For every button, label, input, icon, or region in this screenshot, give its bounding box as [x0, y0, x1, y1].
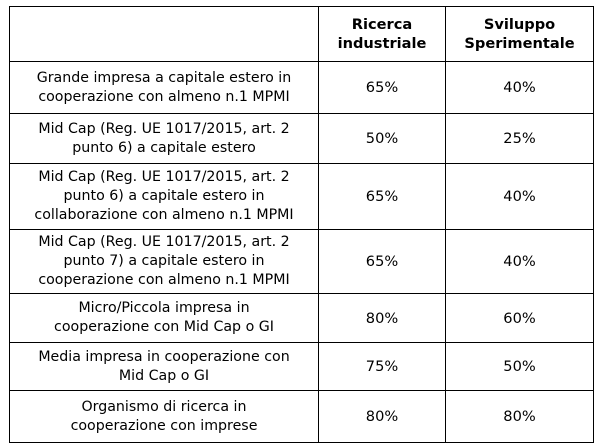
row-label-line: Organismo di ricerca in	[81, 398, 247, 415]
table-row	[10, 343, 594, 391]
row-label-cell	[10, 114, 319, 164]
sviluppo-value-cell: 60%	[446, 294, 594, 343]
row-label-cell	[10, 230, 319, 294]
row-label-line: Micro/Piccola impresa in	[78, 300, 250, 316]
row-label-line: punto 6) a capitale estero in	[63, 188, 265, 204]
row-label-line: punto 7) a capitale estero in	[63, 253, 265, 269]
sviluppo-value-cell: 40%	[446, 164, 594, 230]
sviluppo-value-cell: 25%	[446, 114, 594, 164]
header-ricerca-line-2: industriale	[337, 35, 427, 52]
row-label-line: Mid Cap (Reg. UE 1017/2015, art. 2	[38, 234, 290, 250]
aid-intensity-table-container	[9, 6, 594, 443]
ricerca-value-cell: 65%	[319, 62, 446, 114]
row-label-line: punto 6) a capitale estero	[72, 139, 256, 156]
table-row	[10, 114, 594, 164]
row-label-line: Grande impresa a capitale estero in	[36, 69, 292, 86]
ricerca-value-cell: 65%	[319, 164, 446, 230]
table-row	[10, 164, 594, 230]
row-label-cell	[10, 62, 319, 114]
aid-intensity-table	[9, 6, 594, 443]
header-empty-cell	[10, 7, 319, 62]
sviluppo-value-cell: 80%	[446, 391, 594, 443]
row-label-cell	[10, 294, 319, 343]
row-label-line: Mid Cap (Reg. UE 1017/2015, art. 2	[38, 120, 290, 137]
row-label-line: Media impresa in cooperazione con	[38, 348, 290, 365]
header-sviluppo-line-2: Sperimentale	[464, 35, 575, 52]
row-label-line: Mid Cap o GI	[118, 367, 210, 384]
ricerca-value-cell: 50%	[319, 114, 446, 164]
row-label-line: cooperazione con Mid Cap o GI	[54, 319, 274, 335]
row-label-line: cooperazione con almeno n.1 MPMI	[38, 272, 290, 288]
row-label-cell	[10, 391, 319, 443]
ricerca-value-cell: 80%	[319, 391, 446, 443]
ricerca-value-cell: 75%	[319, 343, 446, 391]
row-label-line: cooperazione con imprese	[70, 417, 258, 434]
table-row	[10, 62, 594, 114]
sviluppo-value-cell: 40%	[446, 230, 594, 294]
sviluppo-value-cell: 40%	[446, 62, 594, 114]
header-sviluppo-sperimentale	[446, 7, 594, 62]
row-label-line: Mid Cap (Reg. UE 1017/2015, art. 2	[38, 169, 290, 185]
table-header-row	[10, 7, 594, 62]
row-label-cell	[10, 164, 319, 230]
ricerca-value-cell: 80%	[319, 294, 446, 343]
table-row	[10, 230, 594, 294]
header-ricerca-line-1: Ricerca	[351, 16, 413, 33]
row-label-line: cooperazione con almeno n.1 MPMI	[38, 88, 290, 105]
header-sviluppo-line-1: Sviluppo	[483, 16, 556, 33]
sviluppo-value-cell: 50%	[446, 343, 594, 391]
row-label-line: collaborazione con almeno n.1 MPMI	[34, 207, 294, 223]
row-label-cell	[10, 343, 319, 391]
ricerca-value-cell: 65%	[319, 230, 446, 294]
table-row	[10, 294, 594, 343]
header-ricerca-industriale	[319, 7, 446, 62]
table-row	[10, 391, 594, 443]
